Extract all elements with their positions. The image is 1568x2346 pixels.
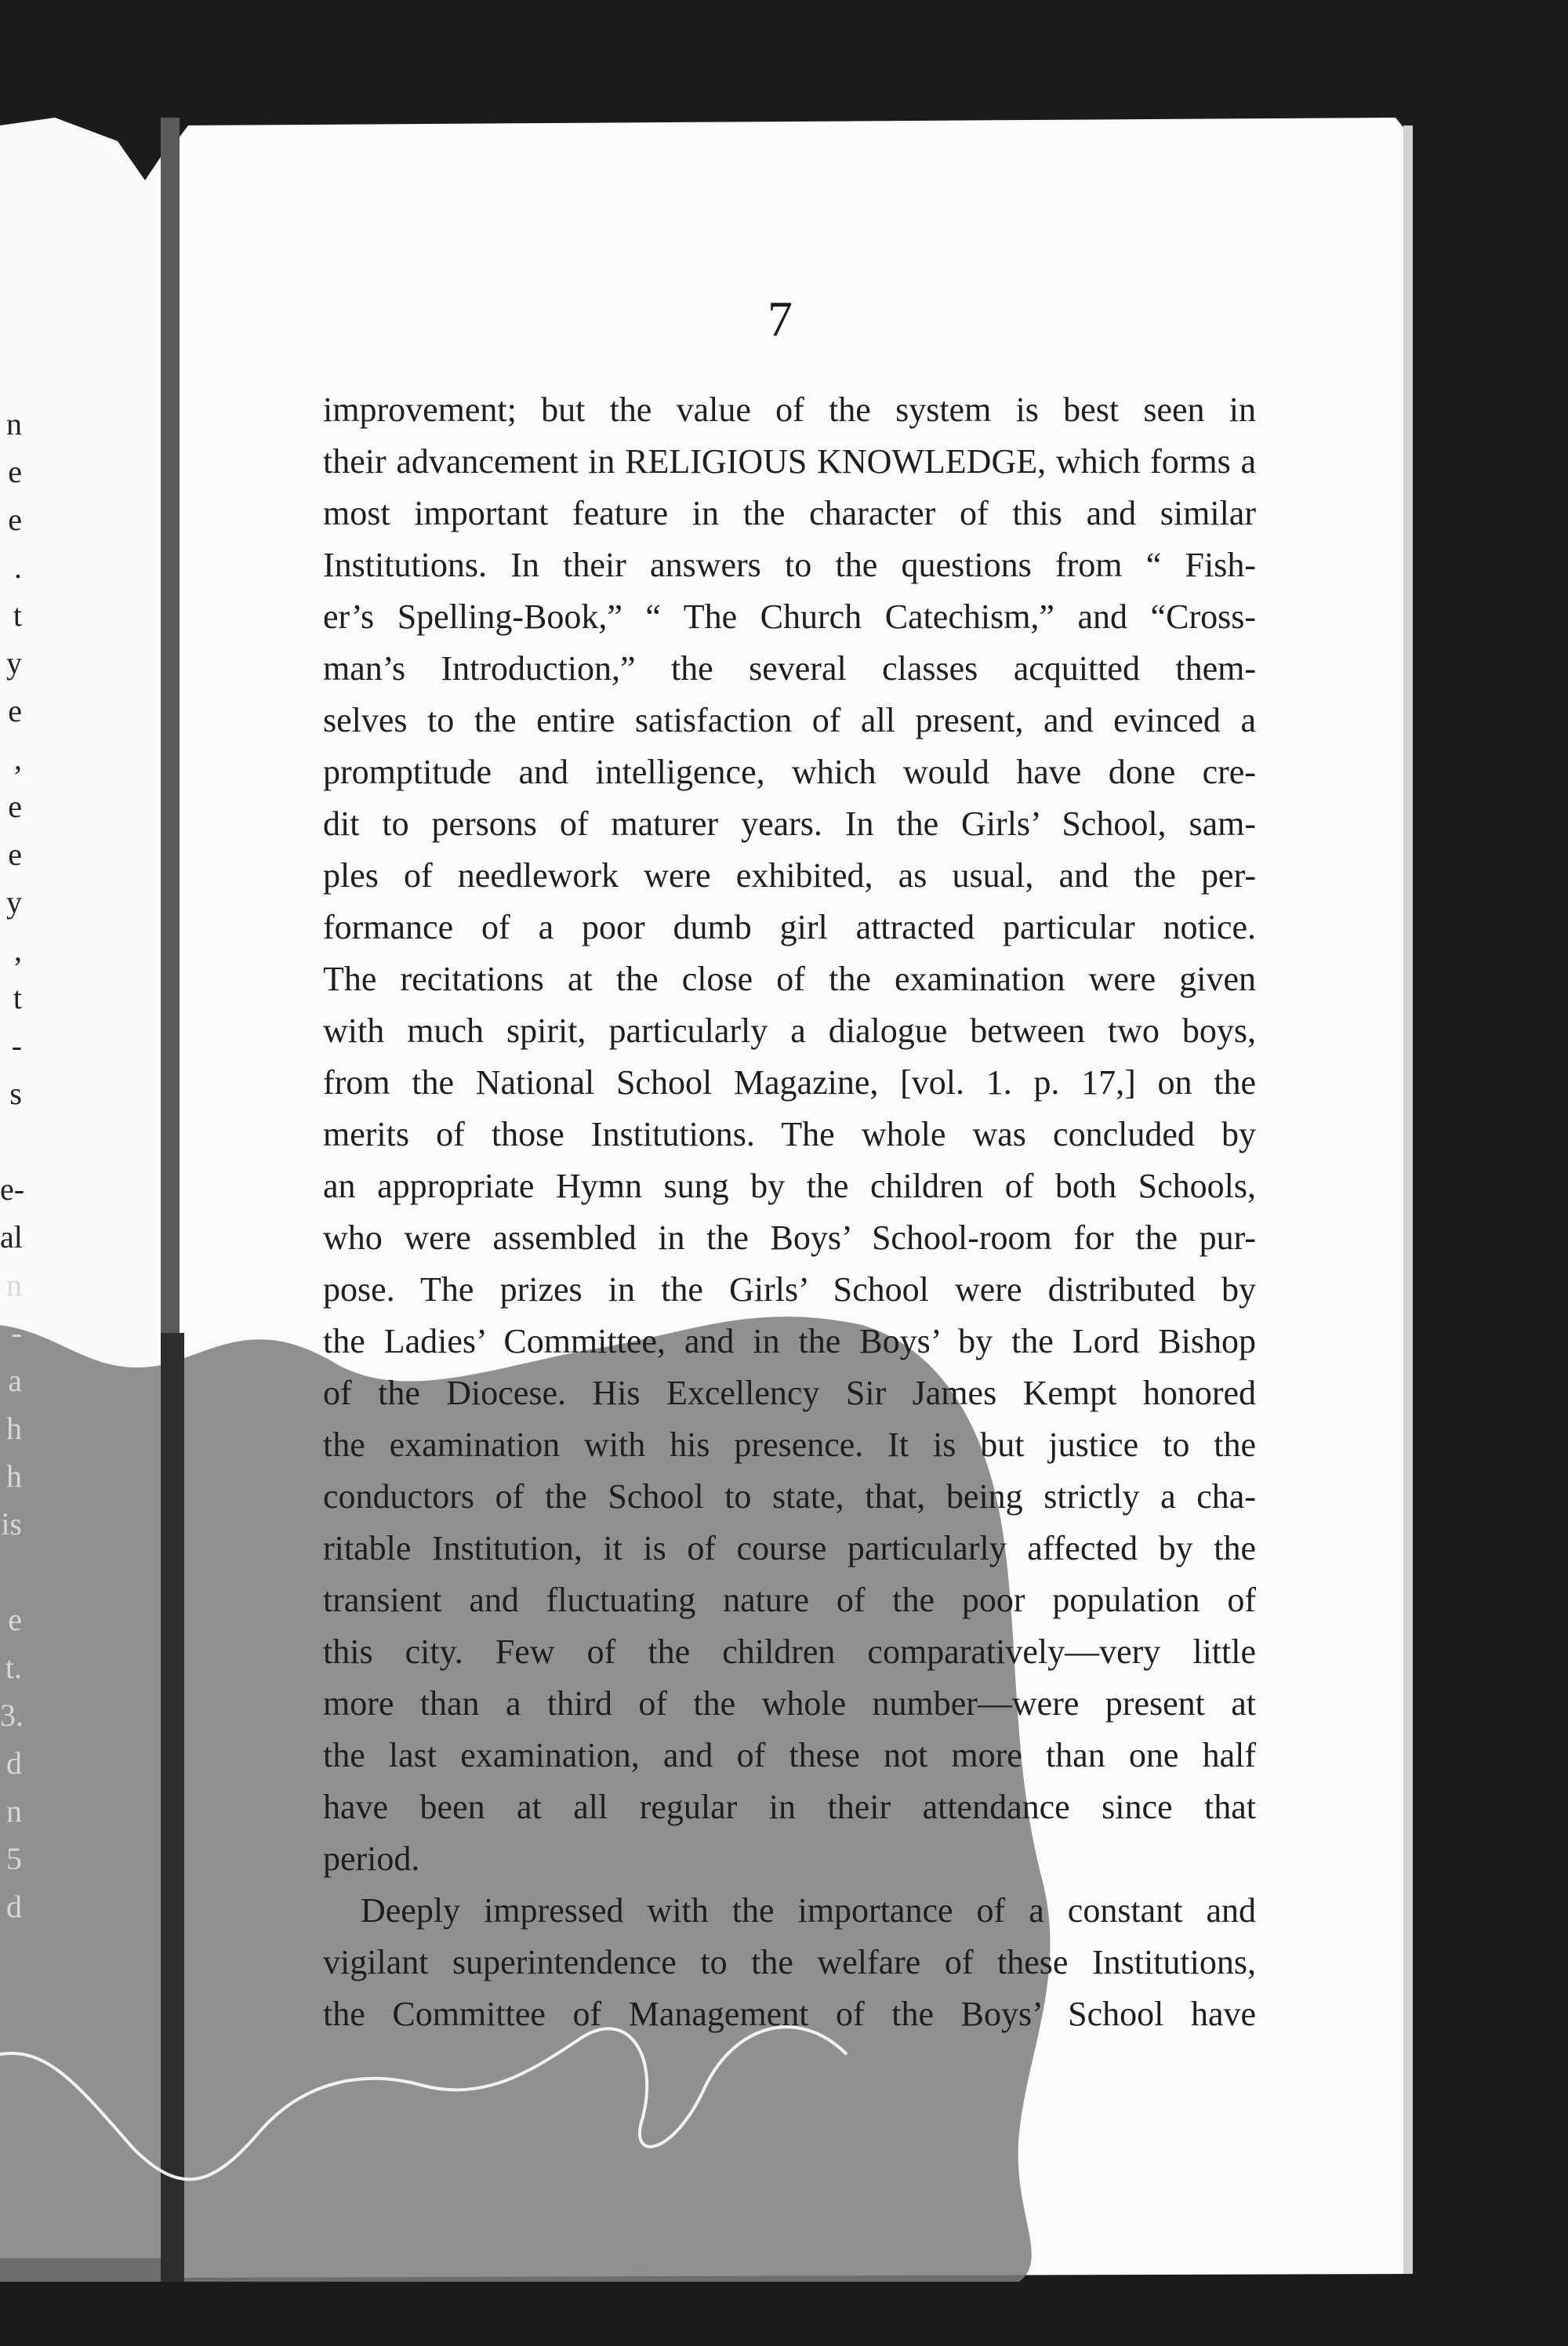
fragment: , bbox=[14, 741, 22, 776]
text-line: merits of those Institutions. The whole was concluded by bbox=[323, 1115, 1256, 1153]
fragment bbox=[0, 1117, 22, 1165]
fragment: h bbox=[6, 1458, 22, 1494]
fragment: e bbox=[8, 789, 22, 824]
text-line: conductors of the School to state, that, being strictly a cha- bbox=[323, 1477, 1256, 1516]
page-edge bbox=[1403, 125, 1413, 2274]
fragment: n bbox=[6, 406, 22, 441]
fragment: - bbox=[11, 1028, 22, 1063]
text-line: selves to the entire satisfaction of all present, and evinced a bbox=[323, 701, 1256, 739]
fragment: e bbox=[8, 502, 22, 537]
text-line: man’s Introduction,” the several classes acquitted them- bbox=[323, 649, 1256, 688]
text-line: from the National School Magazine, [vol. 1. p. 17,] on the bbox=[323, 1063, 1256, 1102]
body-text bbox=[323, 384, 1256, 2040]
text-line: the Committee of Management of the Boys’ School have bbox=[323, 1995, 1256, 2033]
fragment: s bbox=[9, 1076, 22, 1111]
text-line: who were assembled in the Boys’ School-room for the pur- bbox=[323, 1218, 1256, 1257]
text-line: period. bbox=[323, 1839, 420, 1878]
text-line: an appropriate Hymn sung by the children of both Schools, bbox=[323, 1167, 1256, 1205]
fragment: e bbox=[8, 454, 22, 489]
fragment: y bbox=[6, 645, 22, 681]
fragment bbox=[0, 1548, 22, 1596]
text-line: with much spirit, particularly a dialogue between two boys, bbox=[323, 1011, 1256, 1050]
text-line: of the Diocese. His Excellency Sir James Kempt honored bbox=[323, 1374, 1256, 1412]
text-line: improvement; but the value of the system is best seen in bbox=[323, 390, 1256, 429]
text-line: vigilant superintendence to the welfare of these Institutions, bbox=[323, 1943, 1256, 1981]
text-line: the examination with his presence. It is but justice to the bbox=[323, 1425, 1256, 1464]
text-line: Deeply impressed with the importance of a constant and bbox=[361, 1891, 1256, 1930]
text-line: their advancement in RELIGIOUS KNOWLEDGE, which forms a bbox=[323, 442, 1256, 481]
text-line: Institutions. In their answers to the questions from “ Fish- bbox=[323, 546, 1256, 584]
fragment: . bbox=[14, 550, 22, 585]
text-line: The recitations at the close of the examination were given bbox=[323, 960, 1256, 998]
fragment: 3. bbox=[0, 1698, 24, 1733]
text-line: this city. Few of the children comparatively—very little bbox=[323, 1632, 1256, 1671]
fragment: 5 bbox=[6, 1841, 22, 1876]
fragment: e- bbox=[0, 1171, 25, 1207]
fragment: , bbox=[14, 932, 22, 968]
fragment: t. bbox=[5, 1650, 22, 1685]
text-line: have been at all regular in their attendance since that bbox=[323, 1788, 1256, 1826]
fragment: y bbox=[6, 884, 22, 920]
fragment: n bbox=[6, 1267, 22, 1302]
text-line: promptitude and intelligence, which would have done cre- bbox=[323, 753, 1256, 791]
text-line: ritable Institution, it is of course particularly affected by the bbox=[323, 1529, 1256, 1567]
fragment: t bbox=[13, 980, 22, 1015]
text-line: ples of needlework were exhibited, as usual, and the per- bbox=[323, 856, 1256, 895]
fragment: e bbox=[8, 837, 22, 872]
fragment: n bbox=[6, 1793, 22, 1828]
text-line: er’s Spelling-Book,” “ The Church Catechism,” and “Cross- bbox=[323, 597, 1256, 636]
fragment: - bbox=[11, 1315, 22, 1350]
text-line: pose. The prizes in the Girls’ School were distributed by bbox=[323, 1270, 1256, 1309]
fragment: d bbox=[6, 1889, 22, 1924]
text-line: transient and fluctuating nature of the poor population of bbox=[323, 1581, 1256, 1619]
fragment: h bbox=[6, 1411, 22, 1446]
fragment: e bbox=[8, 1602, 22, 1637]
text-line: dit to persons of maturer years. In the Girls’ School, sam- bbox=[323, 804, 1256, 843]
fragment: e bbox=[8, 693, 22, 728]
fragment: a bbox=[8, 1363, 22, 1398]
text-line: formance of a poor dumb girl attracted particular notice. bbox=[323, 908, 1256, 946]
text-line: most important feature in the character of this and similar bbox=[323, 494, 1256, 532]
text-line: more than a third of the whole number—were present at bbox=[323, 1684, 1256, 1723]
text-line: the last examination, and of these not more than one half bbox=[323, 1736, 1256, 1774]
facing-page-fragments bbox=[0, 400, 25, 1930]
page-number: 7 bbox=[768, 291, 793, 347]
spine-shadow bbox=[161, 1333, 184, 2282]
text-line: the Ladies’ Committee, and in the Boys’ by the Lord Bishop bbox=[323, 1322, 1256, 1360]
fragment: d bbox=[6, 1745, 22, 1781]
fragment: t bbox=[13, 597, 22, 633]
fragment: al bbox=[0, 1219, 23, 1255]
fragment: is bbox=[1, 1506, 22, 1542]
